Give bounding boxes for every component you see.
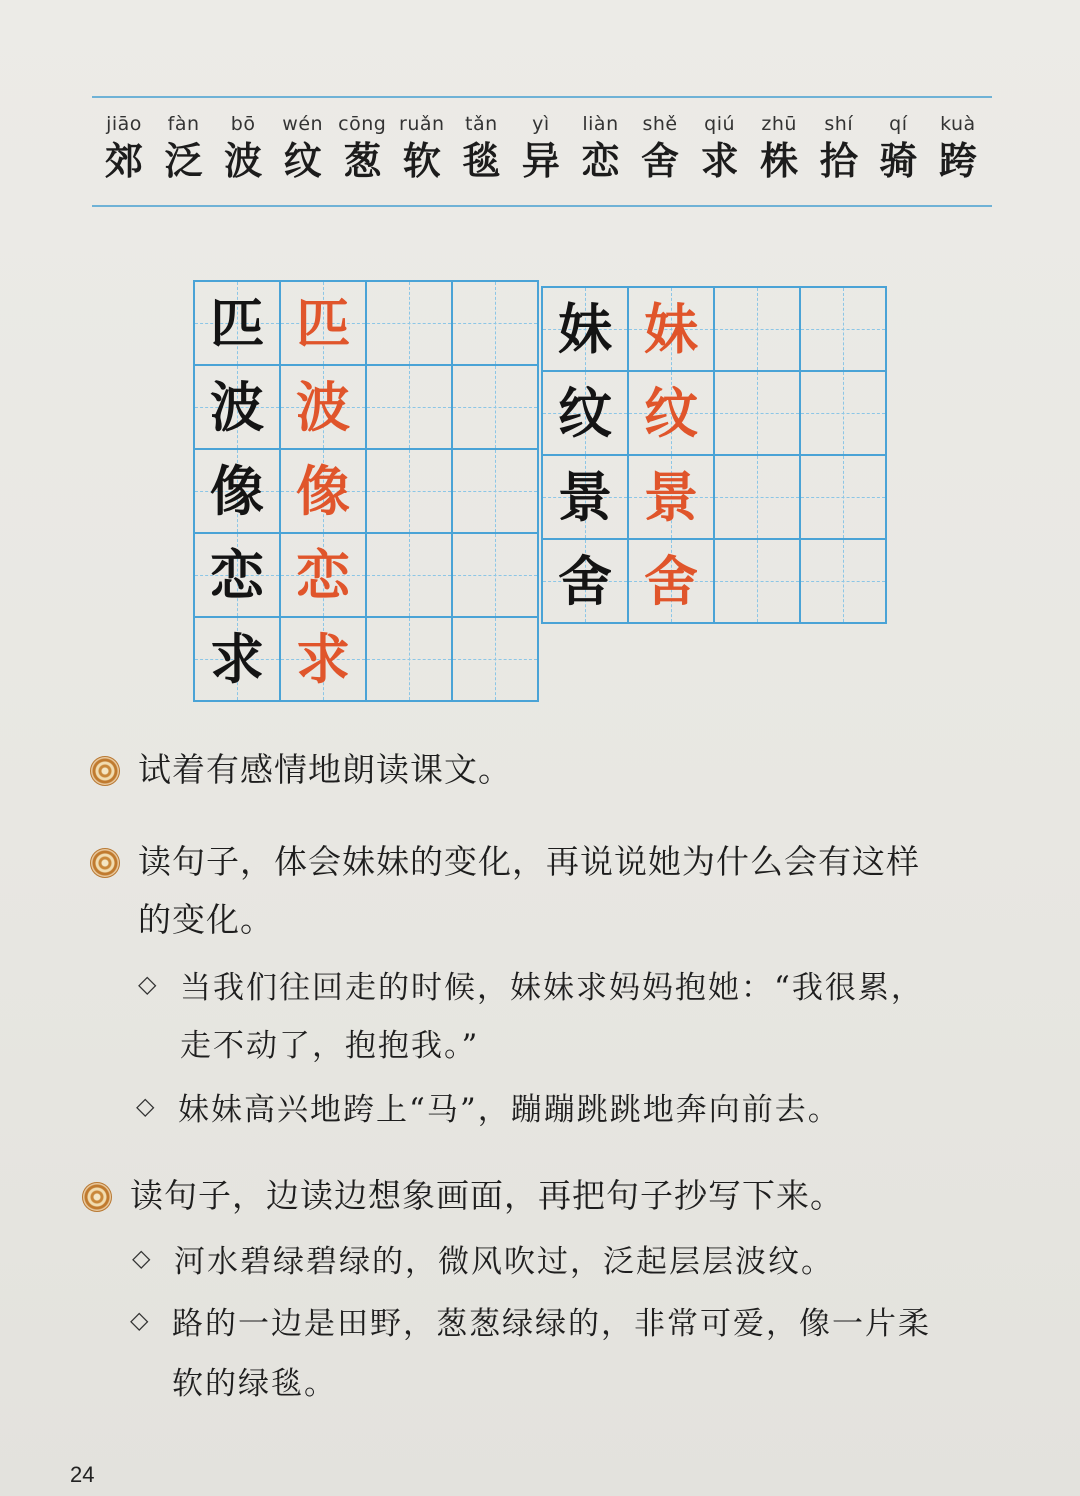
blank-cell[interactable] — [367, 366, 453, 450]
diamond-bullet-icon: ◇ — [138, 970, 157, 998]
grid-cell — [195, 534, 281, 618]
model-character: 匹 — [210, 291, 264, 355]
hanzi: 异 — [521, 138, 560, 183]
sentence-2-1-line2: 走不动了，抱抱我。” — [180, 1028, 480, 1064]
trace-character: 纹 — [644, 381, 698, 445]
vocab-word — [453, 110, 509, 200]
vocab-word — [394, 110, 450, 200]
pinyin: qiú — [704, 113, 736, 135]
grid-cell — [281, 366, 367, 450]
blank-cell[interactable] — [801, 456, 887, 540]
vocab-word — [811, 110, 867, 200]
grid-cell — [629, 372, 715, 456]
exercise-1-text: 试着有感情地朗读课文。 — [138, 750, 512, 789]
writing-grid-left — [193, 280, 539, 702]
hanzi: 恋 — [581, 138, 620, 183]
model-character: 恋 — [210, 543, 264, 607]
hanzi: 求 — [700, 138, 739, 183]
model-character: 妹 — [558, 297, 612, 361]
blank-cell[interactable] — [367, 282, 453, 366]
exercise-icon — [90, 756, 120, 786]
hanzi: 骑 — [879, 138, 918, 183]
pinyin: cōng — [338, 113, 387, 135]
grid-cell — [195, 618, 281, 702]
pinyin: qí — [889, 113, 908, 135]
vocab-top-rule — [92, 96, 992, 98]
grid-cell — [281, 534, 367, 618]
trace-character: 匹 — [296, 291, 350, 355]
pinyin: wén — [282, 113, 324, 135]
grid-cell — [629, 540, 715, 624]
vocab-word — [870, 110, 926, 200]
exercise-2-line2: 的变化。 — [138, 900, 274, 939]
vocab-word — [215, 110, 271, 200]
model-character: 像 — [210, 459, 264, 523]
hanzi: 葱 — [343, 138, 382, 183]
blank-cell[interactable] — [453, 282, 539, 366]
diamond-bullet-icon: ◇ — [130, 1306, 149, 1334]
hanzi: 波 — [224, 138, 263, 183]
trace-character: 波 — [296, 375, 350, 439]
vocab-word — [513, 110, 569, 200]
grid-cell — [629, 288, 715, 372]
trace-character: 像 — [296, 459, 350, 523]
trace-character: 妹 — [644, 297, 698, 361]
grid-cell — [281, 282, 367, 366]
model-character: 景 — [558, 465, 612, 529]
vocab-bottom-rule — [92, 205, 992, 207]
pinyin: jiāo — [106, 113, 142, 135]
model-character: 波 — [210, 375, 264, 439]
model-character: 舍 — [558, 549, 612, 613]
writing-grid-right — [541, 286, 887, 624]
pinyin: ruǎn — [399, 113, 445, 135]
diamond-bullet-icon: ◇ — [136, 1092, 155, 1120]
exercise-3-text: 读句子，边读边想象画面，再把句子抄写下来。 — [130, 1176, 844, 1215]
exercise-icon — [90, 848, 120, 878]
blank-cell[interactable] — [715, 372, 801, 456]
grid-cell — [281, 450, 367, 534]
model-character: 纹 — [558, 381, 612, 445]
vocab-word — [573, 110, 629, 200]
hanzi: 软 — [402, 138, 441, 183]
diamond-bullet-icon: ◇ — [132, 1244, 151, 1272]
pinyin: shí — [824, 113, 854, 135]
pinyin: shě — [642, 113, 678, 135]
exercise-2-line1: 读句子，体会妹妹的变化，再说说她为什么会有这样 — [138, 842, 920, 881]
blank-cell[interactable] — [453, 534, 539, 618]
grid-cell — [281, 618, 367, 702]
vocab-word — [930, 110, 986, 200]
pinyin: yì — [532, 113, 550, 135]
exercise-icon — [82, 1182, 112, 1212]
grid-cell — [195, 450, 281, 534]
hanzi: 跨 — [938, 138, 977, 183]
page-number: 24 — [70, 1462, 95, 1487]
hanzi: 拾 — [819, 138, 858, 183]
grid-cell — [543, 372, 629, 456]
pinyin: liàn — [582, 113, 619, 135]
grid-cell — [629, 456, 715, 540]
hanzi: 毯 — [462, 138, 501, 183]
pinyin: zhū — [761, 113, 797, 135]
vocab-word — [692, 110, 748, 200]
sentence-2-2: 妹妹高兴地跨上“马”，蹦蹦跳跳地奔向前去。 — [178, 1092, 841, 1128]
blank-cell[interactable] — [453, 450, 539, 534]
vocabulary-list — [96, 110, 986, 200]
vocab-word — [632, 110, 688, 200]
hanzi: 纹 — [283, 138, 322, 183]
grid-cell — [195, 366, 281, 450]
vocab-word — [156, 110, 212, 200]
grid-cell — [543, 288, 629, 372]
hanzi: 郊 — [104, 138, 143, 183]
grid-cell — [543, 540, 629, 624]
hanzi: 泛 — [164, 138, 203, 183]
blank-cell[interactable] — [367, 534, 453, 618]
vocab-word — [751, 110, 807, 200]
vocab-word — [334, 110, 390, 200]
hanzi: 舍 — [641, 138, 680, 183]
trace-character: 舍 — [644, 549, 698, 613]
trace-character: 景 — [644, 465, 698, 529]
grid-cell — [543, 456, 629, 540]
blank-cell[interactable] — [801, 372, 887, 456]
trace-character: 恋 — [296, 543, 350, 607]
vocab-word — [96, 110, 152, 200]
blank-cell[interactable] — [715, 540, 801, 624]
blank-cell[interactable] — [801, 540, 887, 624]
blank-cell[interactable] — [715, 288, 801, 372]
blank-cell[interactable] — [367, 618, 453, 702]
sentence-2-1-line1: 当我们往回走的时候，妹妹求妈妈抱她：“我很累， — [180, 970, 924, 1006]
model-character: 求 — [210, 627, 264, 691]
blank-cell[interactable] — [801, 288, 887, 372]
sentence-3-2-line1: 路的一边是田野，葱葱绿绿的，非常可爱，像一片柔 — [172, 1306, 931, 1342]
blank-cell[interactable] — [367, 450, 453, 534]
blank-cell[interactable] — [715, 456, 801, 540]
pinyin: fàn — [167, 113, 200, 135]
trace-character: 求 — [296, 627, 350, 691]
blank-cell[interactable] — [453, 618, 539, 702]
pinyin: bō — [230, 113, 256, 135]
hanzi: 株 — [760, 138, 799, 183]
pinyin: tǎn — [465, 113, 498, 135]
blank-cell[interactable] — [453, 366, 539, 450]
sentence-3-2-line2: 软的绿毯。 — [172, 1366, 337, 1402]
vocab-word — [275, 110, 331, 200]
sentence-3-1: 河水碧绿碧绿的，微风吹过，泛起层层波纹。 — [174, 1244, 834, 1280]
pinyin: kuà — [940, 113, 976, 135]
grid-cell — [195, 282, 281, 366]
